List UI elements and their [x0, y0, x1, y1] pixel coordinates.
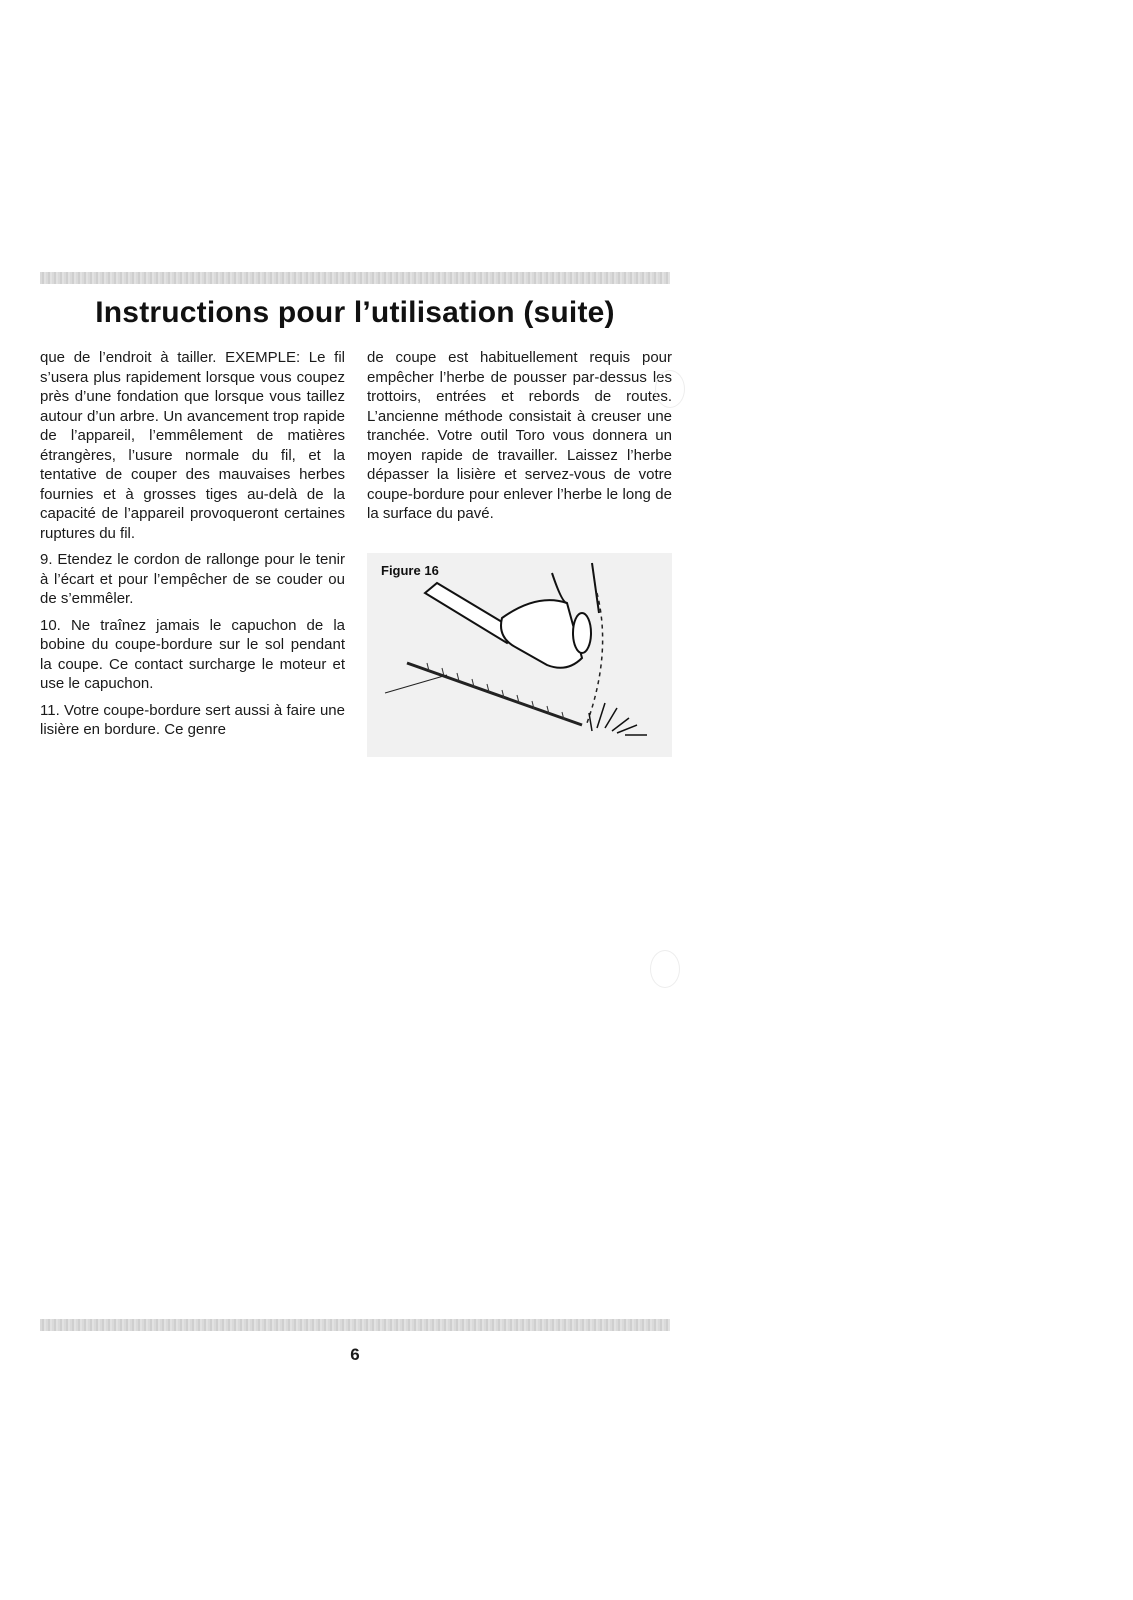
header-rule [40, 272, 670, 284]
paragraph: de coupe est habituellement requis pour empêcher l’herbe de pousser par-dessus les trottoirs, entrées et rebords de routes. L’ancienne méthode consistait à creuser une tranchée. Votre outil Toro vous donnera un moyen rapide de travailler. Laissez l’herbe dépasser la lisière et servez-vous de votre coupe-bordure pour enlever l’herbe le long de la surface du pavé. [367, 349, 672, 522]
page-title: Instructions pour l’utilisation (suite) [95, 296, 615, 329]
paragraph-step-11: 11. Votre coupe-bordure sert aussi à faire une lisière en bordure. Ce genre [40, 701, 345, 738]
left-column [40, 348, 345, 747]
scan-artifact [655, 370, 685, 408]
right-column [367, 348, 672, 531]
figure-label: Figure 16 [381, 563, 439, 578]
edging-trimmer-illustration [367, 553, 672, 757]
scan-artifact [650, 950, 680, 988]
footer-rule [40, 1319, 670, 1331]
figure-16 [367, 553, 672, 757]
page-number: 6 [350, 1345, 360, 1364]
paragraph: que de l’endroit à tailler. EXEMPLE: Le fil s’usera plus rapidement lorsque vous coupez près d’une fondation que lorsque vous taillez autour d’un arbre. Un avancement trop rapide de l’appareil, l’emmêlement de matières étrangères, l’usure normale du fil, et la tentative de couper des mauvaises herbes fournies et à grosses tiges au-delà de la capacité de l’appareil provoqueront certaines ruptures du fil. [40, 349, 345, 542]
paragraph-step-10: 10. Ne traînez jamais le capuchon de la bobine du coupe-bordure sur le sol pendant la coupe. Ce contact surcharge le moteur et use le capuchon. [40, 616, 345, 692]
paragraph-step-9: 9. Etendez le cordon de rallonge pour le tenir à l’écart et pour l’empêcher de se couder ou de s’emmêler. [40, 551, 345, 607]
